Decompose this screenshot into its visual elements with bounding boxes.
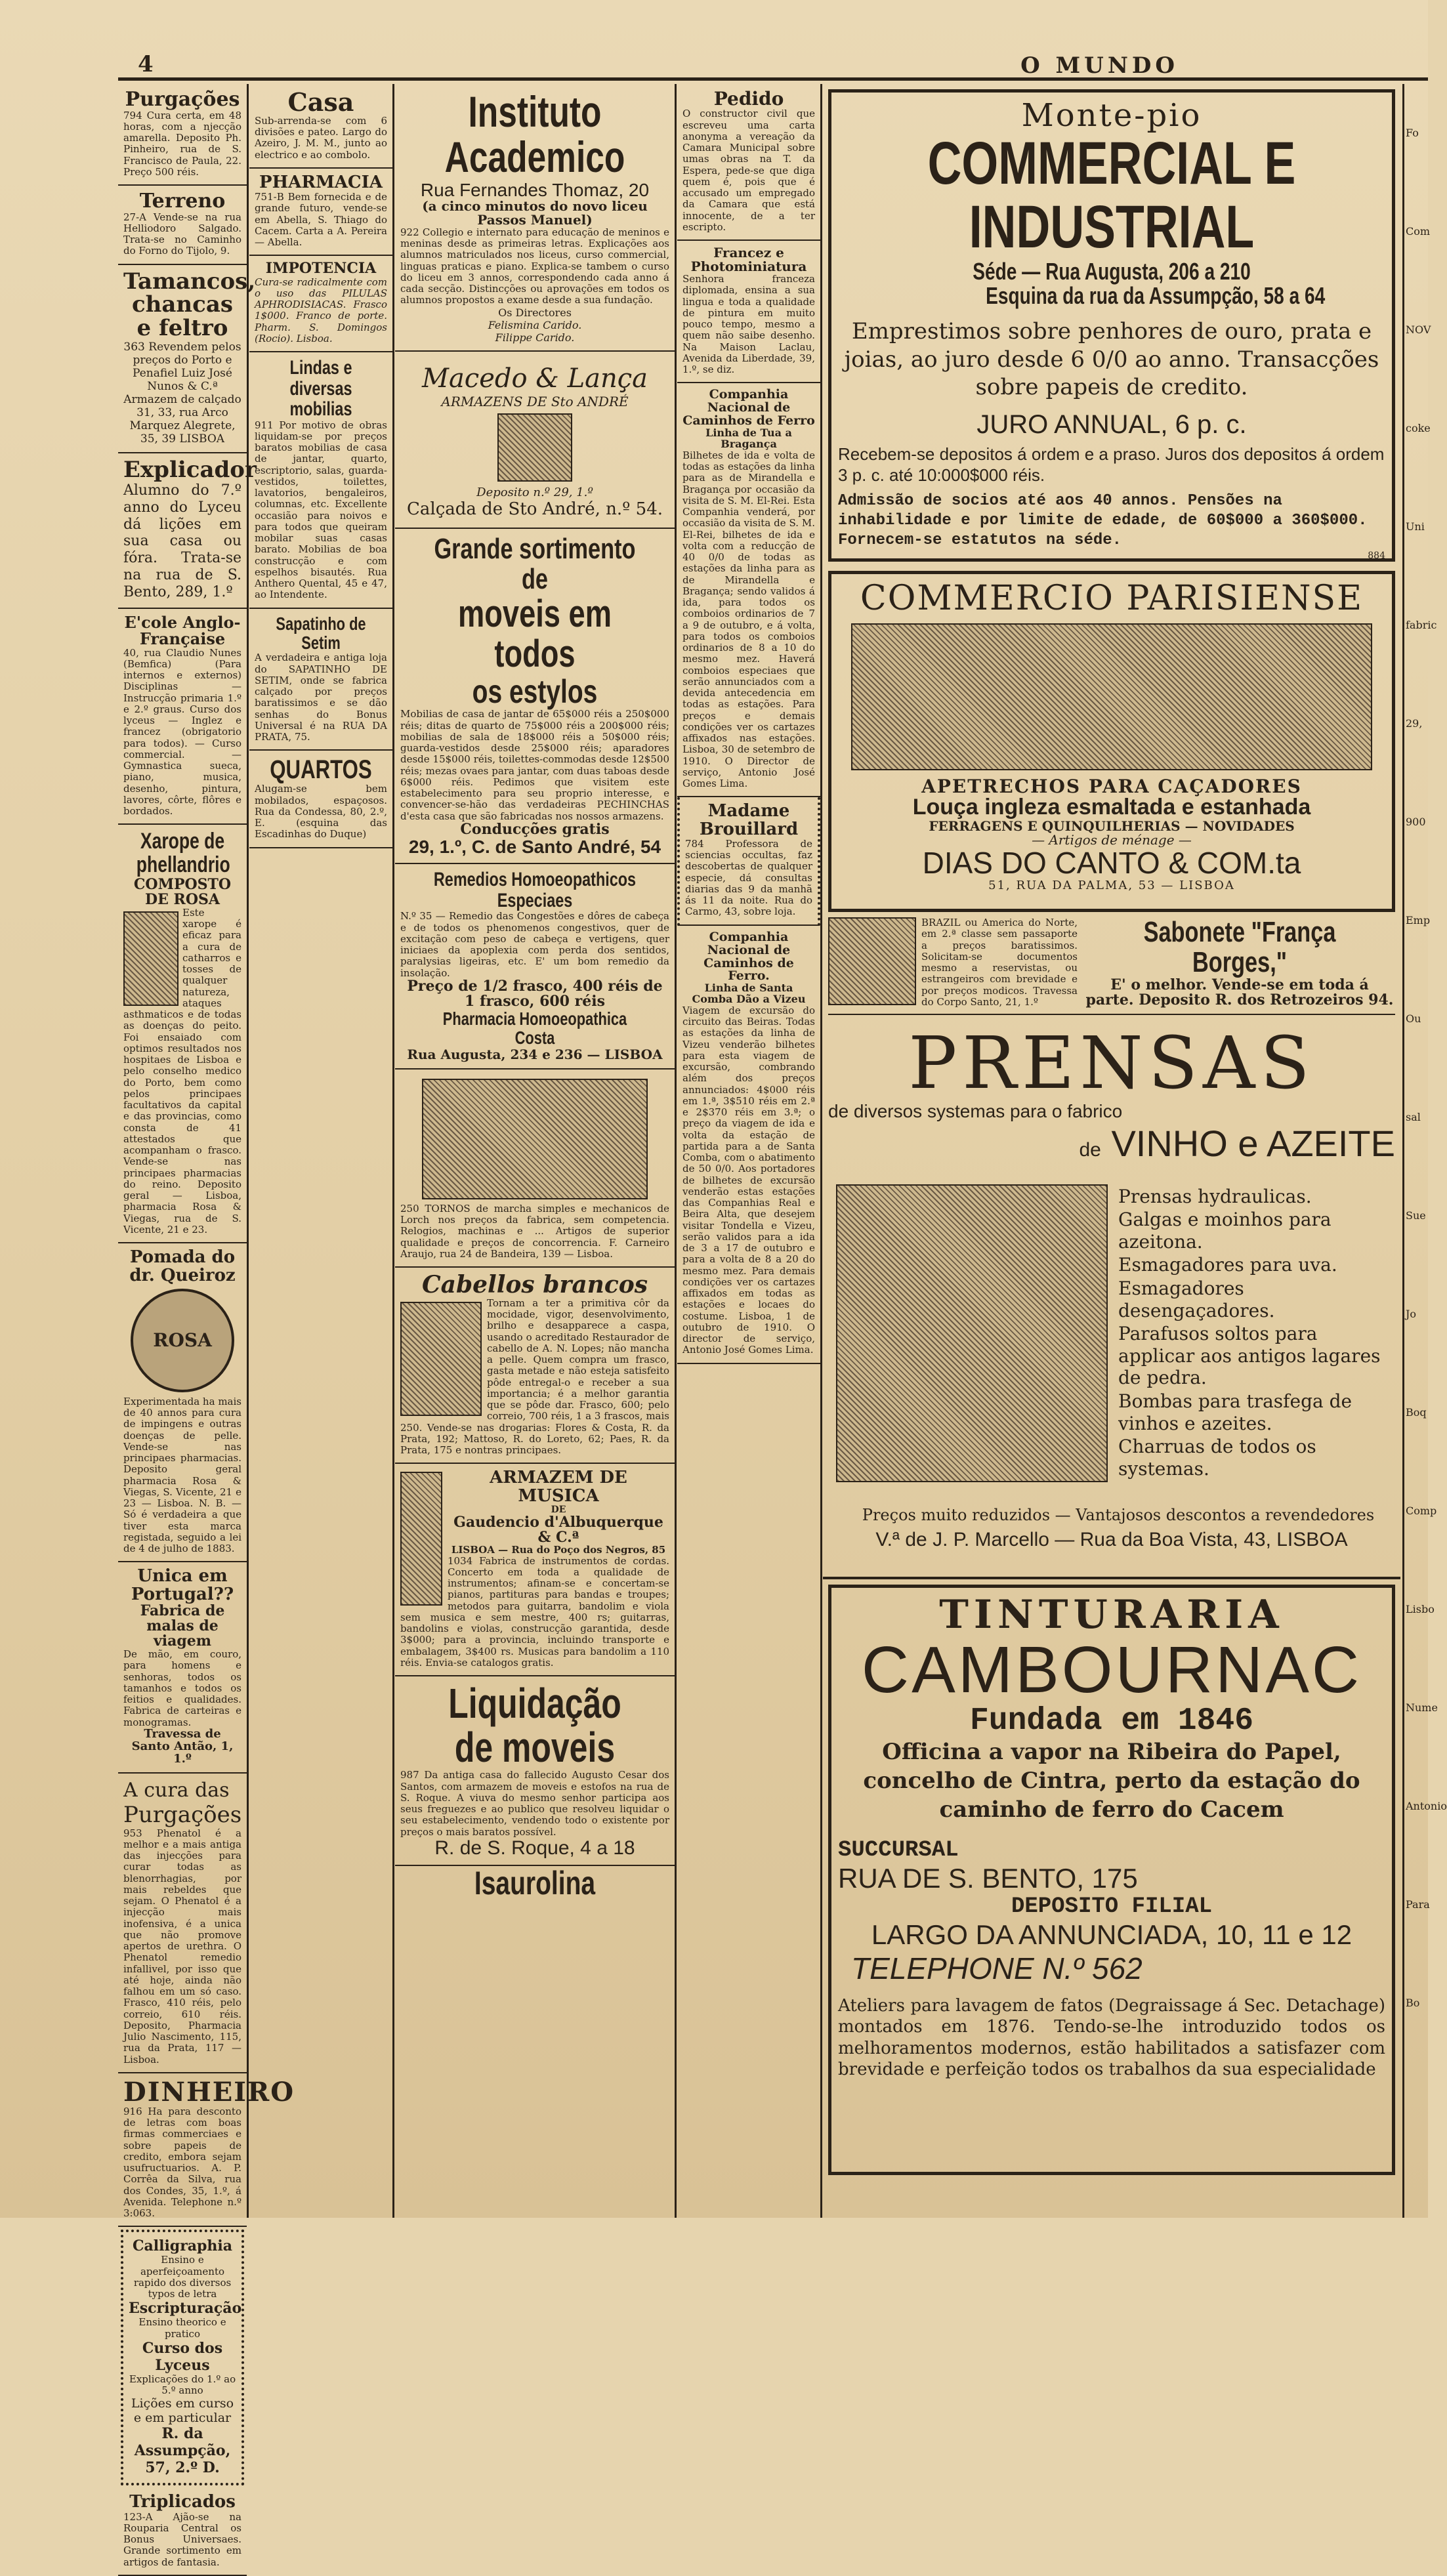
ad-tinturaria-cambournac: TINTURARIA CAMBOURNAC Fundada em 1846 Officina a vapor na Ribeira do Papel, concelho de Cintra, perto da estação do caminho de ferro do Cacem SUCCURSAL RUA DE S. BENTO, 175 DEPOSITO FILIAL LARGO DA ANNUNCIADA, 10, 11 e 12 TELEPHONE N.º 562 Ateliers para lavagem de fatos (Degraissage á Sec. Detachage) montados em 1876. Tendo-se-lhe introduzido todos os melhoramentos modernos, estão habilitados a satisfazer com brevidade e perfeição todos os trabalhos da sua especialidade [828, 1585, 1395, 2175]
ad-text: Alumno do 7.º anno do Lyceu dá lições em sua casa ou fóra. Trata-se na rua de S. Bento, 289, 1.º [123, 482, 241, 601]
ad-pomada [118, 1243, 247, 1562]
ad-text: 27-A Vende-se na rua Helliodoro Salgado. Trata-se no Caminho do Forno do Tijolo, 9. [123, 211, 241, 257]
ad-text: Alugam-se bem mobilados, espaçosos. Rua da Condessa, 80, 2.º, E. (esquina das Escadinhas do Duque) [255, 783, 387, 841]
ad-title: Unica em Portugal?? [131, 1566, 234, 1604]
ad-title: Pomada do dr. Queiroz [129, 1247, 236, 1285]
ad-companhia-tua: Companhia Nacional de Caminhos de Ferro Linha de Tua a Bragança Bilhetes de ida e volta de todas as estações da linha para as de Mirandella e Bragança por occasião da visita de S. M. El-Rei. Esta Companhia venderá, por occasião da visita de S. M. El-Rei, bilhetes de ida e volta com a reducção de 40 0/0 de todas as estações da linha para as de Mirandella e Bragança; sendo validos á ida, para todos os comboios ordinarios de 7 a 9 de outubro, e á volta, para todos os comboios ordinarios de 8 a 10 do mesmo mez. Haverá comboios especiaes que serão annunciados com a devida antecedencia em todas as estações. Para preços e demais condições ver os cartazes affixados nas estações. Lisboa, 30 de setembro de 1910. O Director de serviço, Antonio José Gomes Lima. [677, 383, 820, 797]
shotgun-illustration [851, 623, 1372, 770]
ad-text: 1034 Fabrica de instrumentos de cordas. Concerto em toda a qualidade de instrumentos; afinam-se e concertam-se pianos, partituras para bandas e troupes; metodos para guitarra, bandolim e viola sem musica e sem mestre, 400 rs; guitarras, bandolins e violas, construcção garantida, desde 3$000; para a provincia, incluindo transporte e embalagem, 3$400 rs. Musicas para bandolim a 110 réis. Envia-se catalogos gratis. [400, 1554, 669, 1669]
ad-xarope [118, 825, 247, 1243]
furniture-illustration [497, 413, 572, 482]
ad-text: Viagem de excursão do circuito das Beiras. Todas as estações da linha de Vizeu venderão bilhetes para esta viagem de excursão, combrando além dos preços annunciados: 4$000 réis em 1.ª, 3$510 réis em 2.ª e 2$370 réis em 3.ª; o preço da viagem de ida e volta da estação de partida para a de Santa Comba, com o abatimento de 50 0/0. Aos portadores de bilhetes de excursão venderão estas estações das Companhias Real e Beira Alta, que desejem visitar Tondella e Vizeu, serão validos para a ida de 3 a 17 de outubro e para a volta de 8 a 20 do mesmo mez. Para demais condições ver os cartazes affixados em todas as estações e locaes do costume. Lisboa, 1 de outubro de 1910. O director de serviço, Antonio José Gomes Lima. [682, 1004, 815, 1356]
ad-pharmacia [249, 169, 392, 257]
ad-title: IMPOTENCIA [265, 260, 377, 278]
ad-subtitle: ARMAZENS DE Sto ANDRÉ [441, 393, 629, 409]
ad-address: LISBOA — Rua do Poço dos Negros, 85 [451, 1543, 666, 1556]
ad-prensas: PRENSAS de diversos systemas para o fabrico de VINHO e AZEITE Prensas hydraulicas. Galgas e moinhos para azeitona. Esmagadores para uva. Esmagadores desengaçadores. Parafusos soltos para applicar aos antigos lagares de pedra. Bombas para trasfega de vinhos e azeites. Charruas de todos os systemas. Preços muito reduzidos — Vantajosos descontos a revendedores V.ª de J. P. Marcello — Rua da Boa Vista, 43, LISBOA [823, 1020, 1400, 1579]
ad-address: 51, RUA DA PALMA, 53 — LISBOA [988, 878, 1235, 892]
ship-illustration [828, 917, 916, 1005]
ad-title: Instituto Academico [444, 87, 625, 182]
ad-title: Casa [287, 87, 354, 117]
ad-liquidacao: Liquidação de moveis 987 Da antiga casa do fallecido Augusto Cesar dos Santos, com armazem de moveis e estofos na rua de S. Roque. A viuva do mesmo senhor participa aos seus freguezes e ao publico que resolveu liquidar o seu estabelecimento, vendendo todo o existente por preços o mais baratos possível. R. de S. Roque, 4 a 18 [395, 1676, 675, 1866]
palm-tree-illustration [123, 911, 178, 1006]
ad-title: Xarope de phellandrio [136, 829, 230, 878]
ad-text: 916 Ha para desconto de letras com boas firmas commerciaes e sobre papeis de credito, embora sejam usufructuarios. A. P. Corrêa da Silva, rua dos Condes, 35, 1.º, á Avenida. Telephone n.º 3:063. [123, 2105, 241, 2220]
ad-impotencia [249, 256, 392, 352]
ad-title: A cura das [123, 1778, 230, 1802]
ad-text: 922 Collegio e internato para educação de meninos e meninas desde as primeiras letras. Explicações aos alumnos matriculados nos liceus, curso commercial, linguas praticas e piano. Explica-se tambem o curso do liceu em 3 annos, correspondendo cada anno á cada secção. Distincções ou aprovações em todos os alumnos propostos a exame desde a sua fundação. [400, 226, 669, 306]
mandolin-illustration [400, 1472, 442, 1606]
ad-title: Isaurolina [474, 1865, 596, 1902]
ad-armazem-musica: ARMAZEM DE MUSICA DE Gaudencio d'Albuquerque & C.ª LISBOA — Rua do Poço dos Negros, 85 1034 Fabrica de instrumentos de cordas. Concerto em toda a qualidade de instrumentos; afinam-se e concertam-se pianos, partituras para bandas e troupes; metodos para guitarra, bandolim e viola sem musica e sem mestre, 400 rs; guitarras, bandolins e violas, construcção garantida, desde 3$000; para a provincia, incluindo transporte e embalagem, 3$400 rs. Musicas para bandolim a 110 réis. Envia-se catalogos gratis. [395, 1464, 675, 1676]
ad-purgacoes [118, 84, 247, 186]
ad-sabonete: Sabonete "França Borges," E' o melhor. Vende-se em toda á parte. Deposito R. dos Retrozeiros 94. [1085, 916, 1394, 1009]
ad-text: Sub-arrenda-se com 6 divisões e pateo. Largo do Azeiro, J. M. M., junto ao electrico e ao combolo. [255, 114, 387, 161]
ad-francez [677, 241, 820, 383]
ad-grande-sortimento: Grande sortimento de moveis em todos os estylos Mobilias de casa de jantar de 65$000 réis a 250$000 réis; ditas de quarto de 75$000 réis a 200$000 réis; mobilias de sala de 18$000 réis a 50$000 réis; guarda-vestidos desde 25$000 réis; aparadores desde 15$000 réis, toilettes-commodas desde 12$500 réis; mezas ovaes para jantar, com duas taboas desde 6$000 réis. Pedimos que visitem este estabelecimento para seu proprio interesse, e convencer-se-hão das verdadeiras PECHINCHAS d'esta casa que são fabricadas nos nossos armazens. Conducções gratis 29, 1.º, C. de Santo André, 54 [395, 529, 675, 865]
lathe-illustration [422, 1079, 648, 1199]
column-5 [823, 84, 1400, 2218]
column-2 [249, 84, 392, 2218]
ad-subtitle: Fabrica de malas de viagem [140, 1602, 225, 1650]
ad-text: Este xarope é eficaz para a cura de catharros e tosses de qualquer natureza, ataques asthmaticos e de todas as doenças do peito. Foi ensaiado com optimos resultados nos hospitaes de Lisboa e pelo conselho medico do Porto, bem como pelos principaes facultativos da capital e das provincias, como consta de 41 attestados que acompanham o frasco. Vende-se nas principaes pharmacias do reino. Deposito geral — Lisboa, pharmacia Rosa & Viegas, rua de S. Vicente, 21 e 23. [123, 906, 241, 1236]
ad-address: 29, 1.º, C. de Santo André, 54 [408, 836, 661, 857]
ad-tornos [395, 1070, 675, 1268]
ad-remedios-homoeopathicos: Remedios Homoeopathicos Especiaes N.º 35 — Remedio das Congestões e dôres de cabeça e de todos os phenomenos congestivos, quer de excitação com peso de cabeça e vertigens, quer iniciaes da apoplexia com perda dos sentidos, paralysias ligeiras, etc. E' um bom remedio da insolação. Preço de 1/2 frasco, 400 réis de 1 frasco, 600 réis Pharmacia Homoeopathica Costa Rua Augusta, 234 e 236 — LISBOA [395, 864, 675, 1069]
ad-title: Monte-pio [1021, 97, 1202, 134]
edge-fragments: Fo Com NOV coke Uni fabric 29, 900 Emp Ou sal Sue Jo Boq Comp Lisbo Nume Antonio Para Bo [1406, 127, 1447, 2009]
ad-title: Companhia Nacional de Caminhos de Ferro. [703, 929, 794, 984]
ad-text: 784 Professora de sciencias occultas, faz descobertas de qualquer especie, dá consultas diarias das 9 da manhã ás 11 da noite. Rua do Carmo, 43, sobre loja. [685, 837, 812, 918]
ad-title: ARMAZEM DE MUSICA [490, 1468, 627, 1506]
ad-terreno [118, 186, 247, 265]
ad-title: Tamancos, chancas e feltro [123, 268, 256, 341]
ad-malas [118, 1562, 247, 1773]
ad-title: E'cole Anglo-Française [124, 613, 241, 649]
ad-title: QUARTOS [270, 755, 372, 785]
column-1 [118, 84, 295, 2568]
ad-title: DINHEIRO [123, 2076, 295, 2108]
ad-address: R. de S. Roque, 4 a 18 [434, 1837, 635, 1859]
rosa-seal-icon: ROSA [131, 1289, 234, 1392]
ad-title: Macedo & Lança [421, 363, 648, 394]
header-rule [118, 77, 1428, 81]
ad-text: 987 Da antiga casa do fallecido Augusto Cesar dos Santos, com armazem de moveis e estofos na rua de S. Roque. A viuva do mesmo senhor participa aos seus freguezes e ao publico que resolveu liquidar o seu estabelecimento, vendendo todo o existente por preços o mais baratos possível. [400, 1769, 669, 1838]
ad-tamancos [118, 265, 256, 453]
ad-monte-pio: Monte-pio COMMERCIAL E INDUSTRIAL Séde — Rua Augusta, 206 a 210 Esquina da rua da Assumpção, 58 a 64 Emprestimos sobre penhores de ouro, prata e joias, ao juro desde 6 0/0 ao anno. Transacções sobre papeis de credito. JURO ANNUAL, 6 p. c. Recebem-se depositos á ordem e a praso. Juros dos depositos á ordem 3 p. c. até 10:000$000 réis. Admissão de socios até aos 40 annos. Pensões na inhabilidade e por limite de edade, de 60$000 a 360$000. Fornecem-se estatutos na séde. 884 [828, 89, 1395, 562]
column-rule [820, 84, 822, 2218]
ad-title: Triplicados [129, 2492, 236, 2512]
wine-press-illustration [836, 1184, 1108, 1482]
column-3 [395, 84, 675, 2218]
ad-text: 794 Cura certa, em 48 horas, com a njecção amarella. Deposito Ph. Pinheiro, rua de S. Francisco de Paula, 22. Preço 500 réis. [123, 109, 241, 178]
ad-address: Rua Augusta, 234 e 236 — LISBOA [407, 1046, 663, 1062]
column-4 [677, 84, 820, 2218]
ad-commercio-parisiense: COMMERCIO PARISIENSE APETRECHOS PARA CAÇADORES Louça ingleza esmaltada e estanhada FERRAGENS E QUINQUILHERIAS — NOVIDADES — Artigos de ménage — DIAS DO CANTO & COM.ta 51, RUA DA PALMA, 53 — LISBOA [828, 571, 1395, 912]
ad-brazil-passage: BRAZIL ou America do Norte, em 2.ª classe sem passaporte a preços baratissimos. Solicitam-se documentos mesmo a reservistas, ou estrangeiros com brevidade e por preços modicos. Travessa do Corpo Santo, 21, 1.º [828, 917, 1078, 1008]
ad-title: Sapatinho de Setim [276, 613, 366, 653]
ad-cabellos-brancos [395, 1268, 675, 1464]
ad-text: N.º 35 — Remedio das Congestões e dôres de cabeça e de todos os phenomenos congestivos, quer de excitação com peso de cabeça e vertigens, quer iniciaes da apoplexia com perda dos sentidos, paralysias ligeiras, etc. E' um bom remedio da insolação. [400, 910, 669, 979]
ad-lindas-mobilias [249, 352, 392, 609]
ad-title: COMMERCIO PARISIENSE [860, 579, 1364, 618]
page-number: 4 [138, 51, 154, 77]
ad-text: Bilhetes de ida e volta de todas as estações da linha para as de Mirandella e Bragança por occasião da visita de S. M. El-Rei. Esta Companhia venderá, por occasião da visita de S. M. El-Rei, bilhetes de ida e volta com a reducção de 40 0/0 de todas as estações da linha para as de Mirandella e Bragança; sendo validos á ida, para todos os comboios ordinarios de 7 a 9 de outubro, e á volta, para todos os comboios ordinarios de 8 a 10 do mesmo mez. Haverá comboios especiaes que serão annunciados com a devida antecedencia em todas as estações. Para preços e demais condições ver os cartazes affixados nas estações. Lisboa, 30 de setembro de 1910. O Director de serviço, Antonio José Gomes Lima. [682, 449, 815, 790]
ad-triplicados [118, 2488, 247, 2576]
ad-title: Francez e Photominiatura [690, 245, 807, 275]
ad-title: Terreno [139, 190, 226, 213]
adjacent-column-edge [1402, 84, 1447, 2218]
ad-instituto-academico: Instituto Academico Rua Fernandes Thomaz, 20 (a cinco minutos do novo liceu Passos Manuel) 922 Collegio e internato para educação de meninos e meninas desde as primeiras letras. Explicações aos alumnos matriculados nos liceus, curso commercial, linguas praticas e piano. Explica-se tambem o curso do liceu em 3 annos, correspondendo cada anno á cada secção. Distincções ou aprovações em todos os alumnos propostos a exame desde a sua fundação. Os Directores Felismina Carido. Filippe Carido. [395, 84, 675, 352]
ad-address: Rua Fernandes Thomaz, 20 [420, 179, 650, 200]
ad-pedido [677, 84, 820, 241]
ad-text: 751-B Bem fornecida e de grande futuro, vende-se em Abella, S. Thiago do Cacem. Carta a A. Pereira — Abella. [255, 191, 387, 249]
column-rule [392, 84, 394, 2218]
ad-explicador [118, 453, 257, 609]
ad-title: Purgações [125, 88, 240, 111]
ad-text: 953 Phenatol é a melhor e a mais antiga das injecções para curar todas as blenorrhagias, por mais rebeldes que sejam. O Phenatol é a injecção mais inofensiva, é a unica que não promove apertos de urethra. O Phenatol remedio infallivel, por isso que até hoje, ainda não falhou em um só caso. Frasco, 410 réis, pelo correio, 610 réis. Deposito, Pharmacia Julio Nascimento, 115, rua da Prata, 117 — Lisboa. [123, 1827, 241, 2066]
ad-title: Cabellos brancos [421, 1271, 648, 1299]
ad-text: 250 TORNOS de marcha simples e mechanicos de Lorch nos preços da fabrica, sem competencia. Relogios, machinas e ... Artigos de superior qualidade e preços de concorrencia. F. Carneiro Araujo, rua 24 de Bandeira, 139 — Lisboa. [400, 1202, 669, 1260]
page-header [131, 43, 1402, 79]
ad-casa [249, 84, 392, 169]
ad-title: Pedido [713, 88, 784, 110]
ad-sapatinho [249, 609, 392, 751]
ad-macedo-lanca: Macedo & Lança ARMAZENS DE Sto ANDRÉ Deposito n.º 29, 1.º Calçada de Sto André, n.º 54. [395, 352, 675, 529]
ad-calligraphia: Calligraphia Ensino e aperfeiçoamento rapido dos diversos typos de letra Escripturação Ensino theorico e pratico Curso dos Lyceus Explicações do 1.º ao 5.º anno Lições em curso e em particular R. da Assumpção, 57, 2.º D. [121, 2230, 244, 2485]
ad-quartos [249, 751, 392, 848]
ad-title: PRENSAS [908, 1020, 1315, 1105]
ad-text: Tornam a ter a primitiva côr da mocidade, vigor, desenvolvimento, brilho e desapparece a caspa, usando o acreditado Restaurador de cabello de A. N. Lopes; não mancha a pelle. Quem compra um frasco, gasta metade e não esteja satisfeito pôde entregal-o e receber a sua importancia; é a melhor garantia que se pôde dar. Frasco, 600; pelo correio, 700 réis, 1 a 3 frascos, mais 250. Vende-se nas drogarias: Flores & Costa, R. da Prata, 192; Mattoso, R. do Loreto, 62; Paes, R. da Prata, 175 e nontras principaes. [400, 1297, 669, 1457]
ad-title: Explicador [123, 456, 257, 483]
ad-address: Travessa de Santo Antão, 1, 1.º [131, 1726, 234, 1766]
ad-text: Cura-se radicalmente com o uso das PILULAS APHRODISIACAS. Frasco 1$000. Franco de porte. Pharm. S. Domingos (Rocio). Lisboa. [255, 276, 387, 344]
ad-text: Experimentada ha mais de 40 annos para cura de impingens e outras doenças de pelle. Vende-se nas principaes pharmacias. Deposito geral pharmacia Rosa & Viegas, S. Vicente, 21 e 23 — Lisboa. N. B. — Só é verdadeira a que tiver esta marca registada, seguido a lei de 4 de julho de 1883. [123, 1395, 241, 1555]
ad-cura-purgacoes [118, 1774, 247, 2073]
ad-text: O constructor civil que escreveu uma carta anonyma a vereação da Camara Municipal sobre umas obras na T. da Espera, pede-se que diga quem é, pois que é accusado um empregado da Camara que está innocente, de a ter escripto. [682, 108, 815, 233]
column-rule [247, 84, 249, 2218]
ad-title: PHARMACIA [259, 172, 383, 192]
ad-text: Senhora franceza diplomada, ensina a sua lingua e toda a qualidade de pintura em muito pouco tempo, mesmo a quem não saibe desenho. Na Maison Laclau, Avenida da Liberdade, 39, 1.º, se diz. [682, 273, 815, 376]
ad-address: V.ª de J. P. Marcello — Rua da Boa Vista, 43, LISBOA [875, 1528, 1348, 1550]
prensas-list: Prensas hydraulicas. Galgas e moinhos para azeitona. Esmagadores para uva. Esmagadores desengaçadores. Parafusos soltos para applicar aos antigos lagares de pedra. Bombas para trasfega de vinhos e azeites. Charruas de todos os systemas. [1118, 1185, 1381, 1480]
ad-title: Remedios Homoeopathicos Especiaes [433, 869, 637, 911]
ad-address: Calçada de Sto André, n.º 54. [406, 499, 663, 519]
ad-dinheiro [118, 2073, 295, 2228]
ad-companhia-vizeu: Companhia Nacional de Caminhos de Ferro. Linha de Santa Comba Dão a Vizeu Viagem de excursão do circuito das Beiras. Todas as estações da linha de Vizeu venderão bilhetes para esta viagem de excursão, combrando além dos preços annunciados: 4$000 réis em 1.ª, 3$510 réis em 2.ª e 2$370 réis em 3.ª; o preço da viagem de ida e volta da estação de partida para a de Santa Comba, com o abatimento de 50 0/0. Aos portadores de bilhetes de excursão venderão estas estações das Companhias Real e Beira Alta, que desejem visitar Tondella e Vizeu, serão validos para a ida de 3 a 17 de outubro e para a volta de 8 a 20 do mesmo mez. Para demais condições ver os cartazes affixados em todas as estações e locaes do costume. Lisboa, 1 de outubro de 1910. O director de serviço, Antonio José Gomes Lima. [677, 926, 820, 1364]
ad-subtitle: (a cinco minutos do novo liceu Passos Manuel) [422, 197, 648, 228]
column-rule [675, 84, 677, 2218]
ad-text: 911 Por motivo de obras liquidam-se por preços baratos mobilias de casa de jantar, quarto, escriptorio, salas, guarda-vestidos, toilettes, lavatorios, bengaleiros, columnas, etc. Excellente occasião para noivos e para todos que queiram mobilar suas casas barato. Mobilias de boa construcção e com espelhos bisautés. Rua Anthero Quental, 45 e 47, ao Intendente. [255, 419, 387, 601]
ad-text: De mão, em couro, para homens e senhoras, todos os tamanhos e todos os feitios e qualidades. Fabrica de carteiras e monogramas. [123, 1648, 241, 1728]
paper-title: O MUNDO [1020, 52, 1179, 79]
ad-title: Sabonete "França Borges," [1143, 916, 1336, 979]
ad-title: TINTURARIA [939, 1591, 1284, 1638]
ad-text: Mobilias de casa de jantar de 65$000 réis a 250$000 réis; ditas de quarto de 75$000 réis a 200$000 réis; mobilias de sala de 18$000 réis a 50$000 réis; guarda-vestidos desde 25$000 réis; aparadores desde 15$000 réis, toilettes-commodas desde 12$500 réis; mezas ovaes para jantar, com duas taboas desde 6$000 réis. Pedimos que visitem este estabelecimento para seu proprio interesse, e convencer-se-hão das verdadeiras PECHINCHAS d'esta casa que são fabricadas nos nossos armazens. [400, 708, 669, 822]
ad-title: Companhia Nacional de Caminhos de Ferro [682, 387, 815, 428]
ad-text: 40, rua Claudio Nunes (Bemfica) (Para internos e externos) Disciplinas — Instrucção primaria 1.º e 2.º graus. Curso dos lyceus — Inglez e francez (obrigatorio para todos). — Curso commercial. — Gymnastica sueca, piano, musica, desenho, pintura, lavores, côrte, flôres e bordados. [123, 646, 241, 818]
ad-title: Lindas e diversas mobilias [289, 357, 352, 421]
ad-text: 363 Revendem pelos preços do Porto e Penafiel Luiz José Nunos & C.ª Armazem de calçado 31, 33, rua Arco Marquez Alegrete, 35, 39 LISBOA [123, 340, 241, 446]
ad-title: Madame Brouillard [699, 801, 799, 839]
woman-portrait-illustration [400, 1302, 482, 1416]
ad-text: A verdadeira e antiga loja do SAPATINHO DE SETIM, onde se fabrica calçado por preços baratissimos e se dão senhas do Bonus Universal é na RUA DA PRATA, 75. [255, 652, 387, 743]
ad-ecole [118, 609, 247, 825]
ad-text: 123-A Ajão-se na Rouparia Central os Bonus Universaes. Grande sortimento em artigos de fantasia. [123, 2510, 241, 2568]
ad-title: Purgações [123, 1801, 242, 1828]
ad-subtitle: COMPOSTO DE ROSA [133, 875, 232, 908]
ad-madame-brouillard [677, 797, 820, 925]
